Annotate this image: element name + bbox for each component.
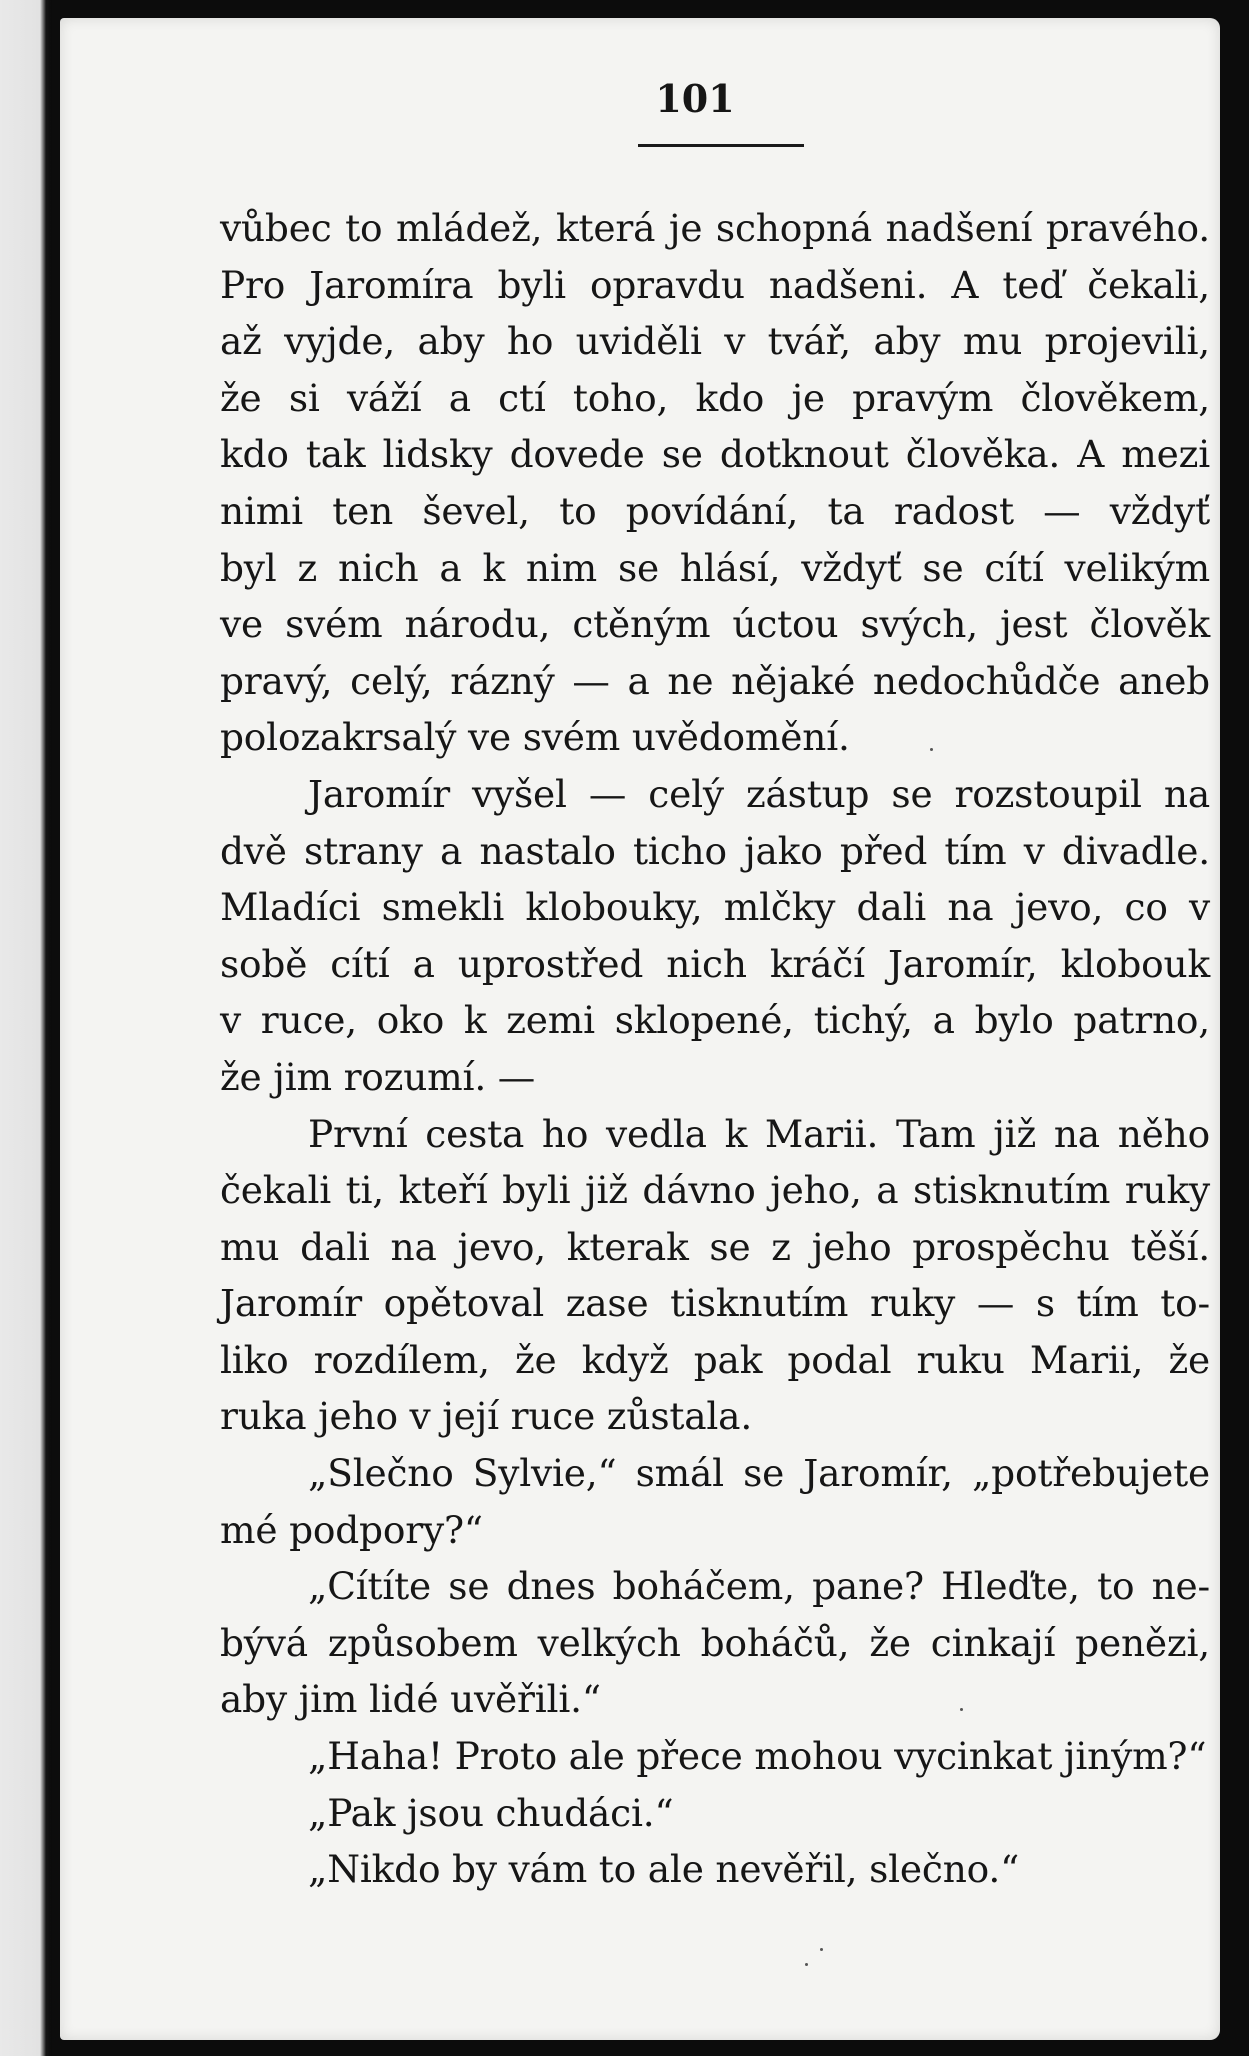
text-line: aby jim lidé uvěřili.“ bbox=[220, 1677, 601, 1722]
text-line: „Cítíte se dnes boháčem, pane? Hleďte, to ne- bbox=[308, 1564, 1210, 1609]
text-line: že jim rozumí. — bbox=[220, 1054, 536, 1099]
text-line: kdo tak lidsky dovede se dotknout člověka. A mezi bbox=[220, 432, 1210, 477]
text-line: polozakrsalý ve svém uvědomění. bbox=[220, 715, 850, 760]
text-line: „Haha! Proto ale přece mohou vycinkat jiným?“ bbox=[308, 1734, 1207, 1779]
text-line: „Nikdo by vám to ale nevěřil, slečno.“ bbox=[308, 1847, 1020, 1892]
text-line: „Pak jsou chudáci.“ bbox=[308, 1790, 674, 1835]
text-line: liko rozdílem, že když pak podal ruku Marii, že bbox=[220, 1337, 1210, 1382]
text-line: čekali ti, kteří byli již dávno jeho, a stisknutím ruky bbox=[220, 1168, 1210, 1213]
print-speck bbox=[960, 1708, 963, 1711]
print-speck bbox=[930, 748, 933, 751]
text-line: v ruce, oko k zemi sklopené, tichý, a bylo patrno, bbox=[220, 998, 1210, 1043]
text-line: ve svém národu, ctěným úctou svých, jest člověk bbox=[220, 602, 1210, 647]
text-line: že si váží a ctí toho, kdo je pravým člověkem, bbox=[220, 375, 1210, 420]
text-line: nimi ten ševel, to povídání, ta radost — vždyť bbox=[220, 488, 1210, 533]
print-speck bbox=[805, 1963, 808, 1966]
text-line: První cesta ho vedla k Marii. Tam již na něho bbox=[308, 1111, 1210, 1156]
adjacent-page-edge bbox=[0, 0, 52, 2056]
text-line: Mladíci smekli klobouky, mlčky dali na jevo, co v bbox=[220, 885, 1210, 930]
book-page bbox=[60, 18, 1220, 2040]
page-number: 101 bbox=[655, 76, 735, 121]
text-line: Pro Jaromíra byli opravdu nadšeni. A teď čekali, bbox=[220, 262, 1210, 307]
text-line: mu dali na jevo, kterak se z jeho prospěchu těší. bbox=[220, 1224, 1210, 1269]
text-line: Jaromír opětoval zase tisknutím ruky — s tím to- bbox=[220, 1281, 1210, 1326]
print-speck bbox=[820, 1948, 823, 1951]
body-text bbox=[220, 200, 1210, 1898]
text-line: Jaromír vyšel — celý zástup se rozstoupil na bbox=[308, 771, 1210, 816]
text-line: dvě strany a nastalo ticho jako před tím v divadle. bbox=[220, 828, 1210, 873]
text-line: sobě cítí a uprostřed nich kráčí Jaromír, klobouk bbox=[220, 941, 1210, 986]
text-line: „Slečno Sylvie,“ smál se Jaromír, „potřebujete bbox=[308, 1451, 1210, 1496]
text-line: ruka jeho v její ruce zůstala. bbox=[220, 1394, 753, 1439]
text-line: vůbec to mládež, která je schopná nadšení pravého. bbox=[220, 206, 1210, 250]
text-line: pravý, celý, rázný — a ne nějaké nedochůdče aneb bbox=[220, 658, 1210, 703]
text-line: bývá způsobem velkých boháčů, že cinkají penězi, bbox=[220, 1620, 1210, 1665]
text-line: mé podpory?“ bbox=[220, 1507, 483, 1552]
header-rule bbox=[638, 144, 804, 147]
text-line: byl z nich a k nim se hlásí, vždyť se cítí velikým bbox=[220, 545, 1210, 590]
text-line: až vyjde, aby ho uviděli v tvář, aby mu projevili, bbox=[220, 319, 1210, 364]
